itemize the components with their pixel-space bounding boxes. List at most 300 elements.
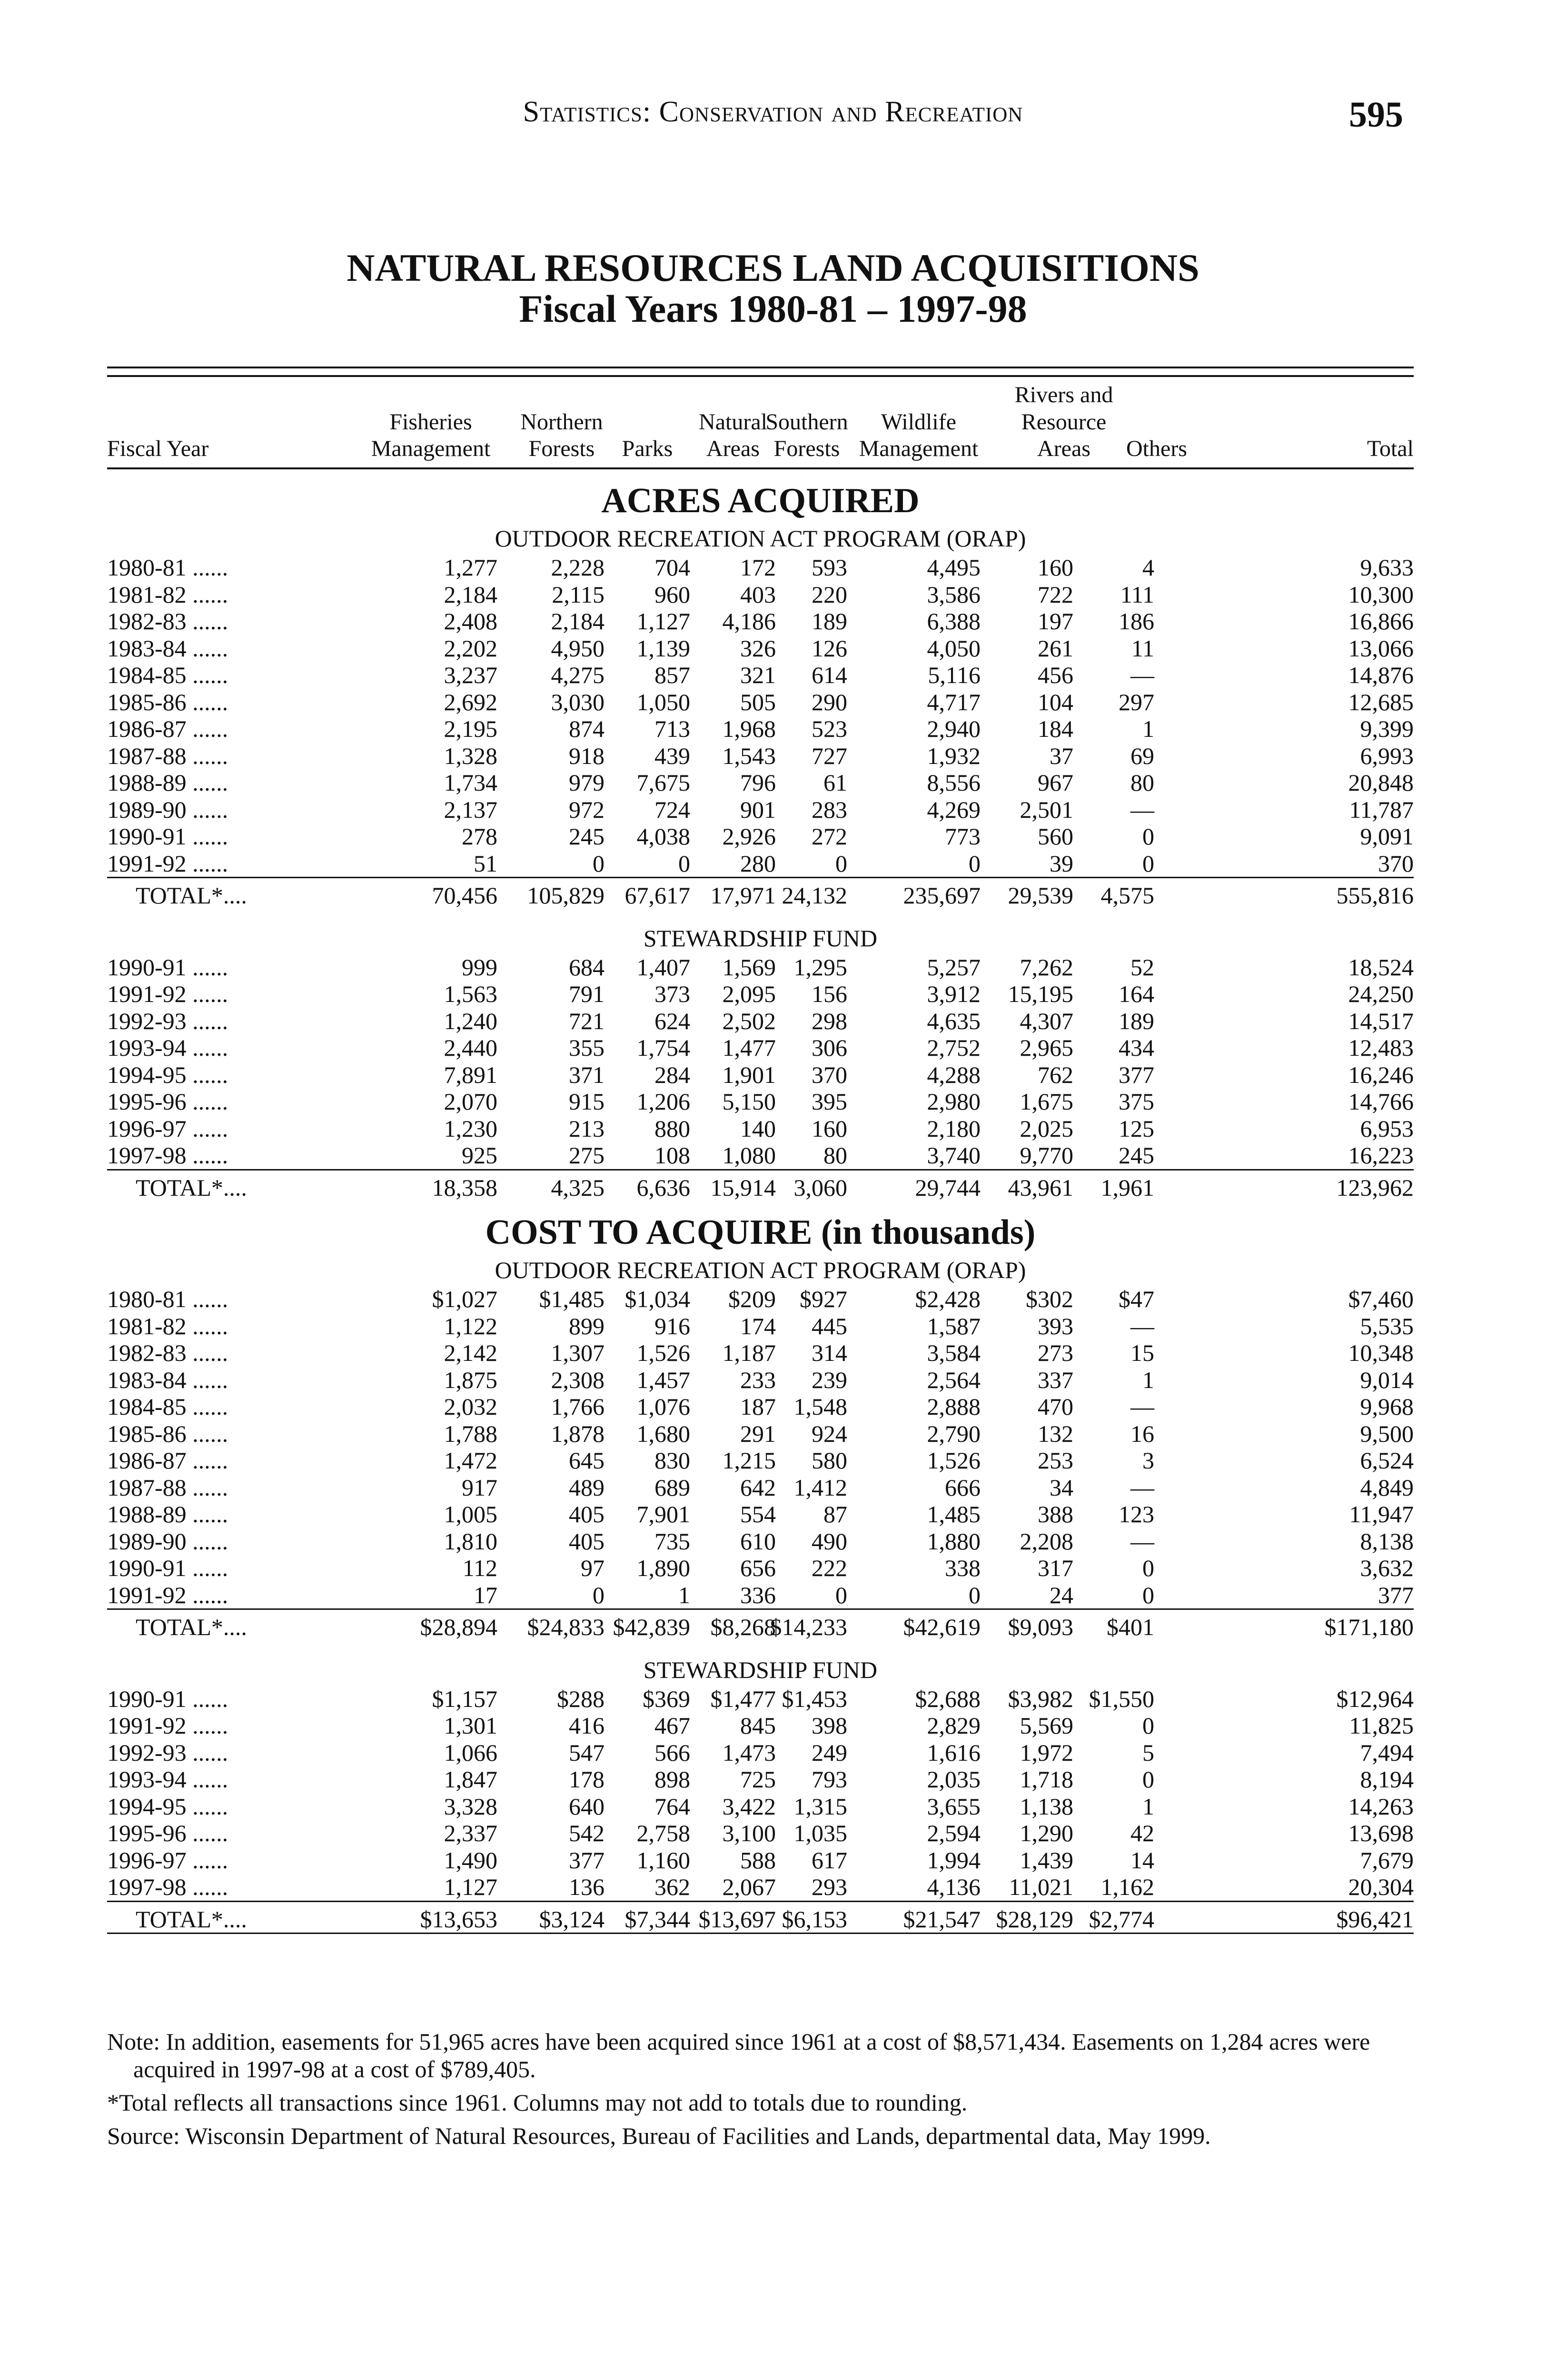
value-cell: 239 xyxy=(812,1366,847,1393)
value-cell: 405 xyxy=(569,1527,605,1555)
value-cell: 51 xyxy=(474,850,497,877)
value-cell: 439 xyxy=(654,742,690,769)
value-cell: 7,262 xyxy=(1020,953,1073,981)
table-row xyxy=(107,1582,1414,1610)
page-number: 595 xyxy=(1349,95,1403,135)
fiscal-year-cell: 1990-91 ...... xyxy=(107,1685,228,1712)
value-cell: 0 xyxy=(835,1581,847,1608)
value-cell: 29,744 xyxy=(915,1174,981,1201)
value-cell: 1,485 xyxy=(927,1501,981,1527)
value-cell: 80 xyxy=(823,1142,847,1169)
value-cell: 336 xyxy=(740,1581,776,1608)
value-cell: 321 xyxy=(740,662,776,688)
value-cell: 2,067 xyxy=(722,1874,776,1900)
value-cell: 899 xyxy=(569,1312,605,1339)
value-cell: 189 xyxy=(1119,1007,1154,1034)
value-cell: $1,027 xyxy=(432,1286,497,1312)
value-cell: 1,315 xyxy=(793,1793,847,1820)
value-cell: 845 xyxy=(740,1712,776,1739)
column-header-9-line1 xyxy=(1214,382,1414,409)
column-header-4-line3: Areas xyxy=(706,436,760,462)
value-cell: $369 xyxy=(643,1685,690,1712)
value-cell: 235,697 xyxy=(903,882,981,909)
value-cell: 253 xyxy=(1038,1447,1073,1474)
value-cell: 4,325 xyxy=(551,1174,605,1201)
fiscal-year-cell: 1991-92 ...... xyxy=(107,981,228,1007)
total-row xyxy=(107,1614,1414,1641)
column-header-row xyxy=(107,377,1414,467)
value-cell: $8,268 xyxy=(710,1614,776,1640)
value-cell: 2,502 xyxy=(722,1007,776,1034)
table-row xyxy=(107,1528,1414,1555)
value-cell: $1,453 xyxy=(782,1685,847,1712)
table-row xyxy=(107,608,1414,635)
value-cell: 1,295 xyxy=(793,953,847,981)
value-cell: 580 xyxy=(812,1447,847,1474)
value-cell: 2,408 xyxy=(444,608,497,635)
value-cell: 6,388 xyxy=(927,608,981,635)
value-cell: 1,880 xyxy=(927,1527,981,1555)
value-cell: 16,223 xyxy=(1348,1142,1414,1169)
value-cell: $302 xyxy=(1026,1286,1073,1312)
table-row xyxy=(107,1820,1414,1847)
value-cell: 898 xyxy=(654,1766,690,1793)
total-label: TOTAL*.... xyxy=(136,1614,247,1640)
fiscal-year-cell: 1982-83 ...... xyxy=(107,608,228,635)
value-cell: 727 xyxy=(812,742,847,769)
value-cell: 445 xyxy=(812,1312,847,1339)
value-cell: 791 xyxy=(569,981,605,1007)
value-cell: 610 xyxy=(740,1527,776,1555)
value-cell: 656 xyxy=(740,1555,776,1581)
running-head: Statistics: Conservation and Recreation xyxy=(523,96,1023,128)
value-cell: 1,230 xyxy=(444,1115,497,1142)
value-cell: 2,790 xyxy=(927,1420,981,1447)
value-cell: $2,774 xyxy=(1089,1905,1154,1933)
value-cell: 34 xyxy=(1050,1474,1073,1501)
table-row xyxy=(107,1142,1414,1170)
value-cell: 14,263 xyxy=(1348,1793,1414,1820)
value-cell: 2,440 xyxy=(444,1034,497,1061)
program-subtitle: OUTDOOR RECREATION ACT PROGRAM (ORAP) xyxy=(495,525,1026,552)
value-cell: 1,563 xyxy=(444,981,497,1007)
value-cell: 0 xyxy=(1142,1712,1154,1739)
table-row xyxy=(107,1847,1414,1874)
value-cell: 1,215 xyxy=(722,1447,776,1474)
value-cell: 735 xyxy=(654,1527,690,1555)
value-cell: 1,138 xyxy=(1020,1793,1073,1820)
fiscal-year-cell: 1986-87 ...... xyxy=(107,715,228,742)
value-cell: 917 xyxy=(462,1474,497,1501)
value-cell: 105,829 xyxy=(527,882,605,909)
value-cell: 2,308 xyxy=(551,1366,605,1393)
value-cell: $42,619 xyxy=(903,1614,981,1640)
value-cell: 1,477 xyxy=(722,1034,776,1061)
value-cell: 111 xyxy=(1120,581,1154,608)
value-cell: 112 xyxy=(462,1555,497,1581)
value-cell: 377 xyxy=(569,1846,605,1874)
value-cell: 17,971 xyxy=(710,882,776,909)
table-row xyxy=(107,1686,1414,1713)
fiscal-year-cell: 1983-84 ...... xyxy=(107,1366,228,1393)
value-cell: $171,180 xyxy=(1324,1614,1414,1640)
column-header-0-line3: Fiscal Year xyxy=(107,436,209,462)
value-cell: 405 xyxy=(569,1501,605,1527)
value-cell: 314 xyxy=(812,1339,847,1366)
value-cell: 4,717 xyxy=(927,688,981,715)
value-cell: 5,150 xyxy=(722,1088,776,1115)
value-cell: 1,680 xyxy=(636,1420,690,1447)
value-cell: 370 xyxy=(1378,850,1414,877)
value-cell: 290 xyxy=(812,688,847,715)
value-cell: 9,014 xyxy=(1360,1366,1414,1393)
value-cell: 4,186 xyxy=(722,608,776,635)
value-cell: 555,816 xyxy=(1336,882,1414,909)
fiscal-year-cell: 1995-96 ...... xyxy=(107,1088,228,1115)
value-cell: 3 xyxy=(1142,1447,1154,1474)
value-cell: 213 xyxy=(569,1115,605,1142)
column-header-3-line3: Parks xyxy=(622,436,673,462)
value-cell: $2,688 xyxy=(915,1685,981,1712)
value-cell: 960 xyxy=(654,581,690,608)
value-cell: 1,162 xyxy=(1100,1874,1154,1900)
value-cell: 20,304 xyxy=(1348,1874,1414,1900)
total-row xyxy=(107,1174,1414,1201)
value-cell: 15,195 xyxy=(1008,981,1073,1007)
value-cell: 1,277 xyxy=(444,554,497,581)
value-cell: 1,066 xyxy=(444,1739,497,1766)
value-cell: 967 xyxy=(1038,769,1073,796)
value-cell: 857 xyxy=(654,662,690,688)
value-cell: 1 xyxy=(1142,715,1154,742)
table-row xyxy=(107,1367,1414,1394)
value-cell: 123 xyxy=(1119,1501,1154,1527)
value-cell: 2,888 xyxy=(927,1393,981,1420)
value-cell: 645 xyxy=(569,1447,605,1474)
value-cell: 918 xyxy=(569,742,605,769)
program-subtitle: OUTDOOR RECREATION ACT PROGRAM (ORAP) xyxy=(495,1257,1026,1283)
value-cell: 1,526 xyxy=(927,1447,981,1474)
value-cell: 1,734 xyxy=(444,769,497,796)
value-cell: 1,847 xyxy=(444,1766,497,1793)
table-row xyxy=(107,1313,1414,1340)
table-row xyxy=(107,1061,1414,1089)
fiscal-year-cell: 1981-82 ...... xyxy=(107,581,228,608)
value-cell: 10,348 xyxy=(1348,1339,1414,1366)
value-cell: 547 xyxy=(569,1739,605,1766)
value-cell: 640 xyxy=(569,1793,605,1820)
value-cell: 174 xyxy=(740,1312,776,1339)
value-cell: 18,358 xyxy=(432,1174,497,1201)
value-cell: 3,655 xyxy=(927,1793,981,1820)
value-cell: 7,901 xyxy=(636,1501,690,1527)
value-cell: 9,633 xyxy=(1360,554,1414,581)
value-cell: 1,543 xyxy=(722,742,776,769)
value-cell: — xyxy=(1130,1474,1154,1501)
value-cell: $24,833 xyxy=(527,1614,605,1640)
fiscal-year-cell: 1992-93 ...... xyxy=(107,1007,228,1034)
value-cell: 8,556 xyxy=(927,769,981,796)
value-cell: 1,290 xyxy=(1020,1820,1073,1846)
value-cell: 160 xyxy=(812,1115,847,1142)
value-cell: 1,240 xyxy=(444,1007,497,1034)
value-cell: 1,050 xyxy=(636,688,690,715)
value-cell: 467 xyxy=(654,1712,690,1739)
value-cell: 377 xyxy=(1378,1581,1414,1608)
value-cell: 4,050 xyxy=(927,635,981,662)
header-rule xyxy=(107,467,1414,469)
value-cell: 186 xyxy=(1119,608,1154,635)
table-row xyxy=(107,1555,1414,1582)
value-cell: 764 xyxy=(654,1793,690,1820)
value-cell: 434 xyxy=(1119,1034,1154,1061)
value-cell: 7,675 xyxy=(636,769,690,796)
fiscal-year-cell: 1988-89 ...... xyxy=(107,1501,228,1527)
value-cell: 61 xyxy=(823,769,847,796)
title-line-1: NATURAL RESOURCES LAND ACQUISITIONS xyxy=(347,246,1199,289)
value-cell: 13,698 xyxy=(1348,1820,1414,1846)
section-title: ACRES ACQUIRED xyxy=(601,481,920,520)
value-cell: — xyxy=(1130,1393,1154,1420)
table-row xyxy=(107,743,1414,770)
value-cell: 261 xyxy=(1038,635,1073,662)
value-cell: — xyxy=(1130,1527,1154,1555)
table-row xyxy=(107,1793,1414,1820)
table-row xyxy=(107,1034,1414,1061)
value-cell: 2,180 xyxy=(927,1115,981,1142)
table-row xyxy=(107,1115,1414,1142)
value-cell: $288 xyxy=(557,1685,605,1712)
value-cell: 293 xyxy=(812,1874,847,1900)
value-cell: 283 xyxy=(812,796,847,823)
value-cell: 4,849 xyxy=(1360,1474,1414,1501)
value-cell: 796 xyxy=(740,769,776,796)
value-cell: 1,206 xyxy=(636,1088,690,1115)
value-cell: $3,124 xyxy=(539,1905,605,1933)
value-cell: 187 xyxy=(740,1393,776,1420)
value-cell: 1,457 xyxy=(636,1366,690,1393)
total-row xyxy=(107,882,1414,909)
value-cell: 5,569 xyxy=(1020,1712,1073,1739)
value-cell: 337 xyxy=(1038,1366,1073,1393)
table-row xyxy=(107,1420,1414,1448)
value-cell: 184 xyxy=(1038,715,1073,742)
value-cell: 3,632 xyxy=(1360,1555,1414,1581)
fiscal-year-cell: 1990-91 ...... xyxy=(107,823,228,850)
value-cell: 6,524 xyxy=(1360,1447,1414,1474)
value-cell: 108 xyxy=(654,1142,690,1169)
value-cell: 1 xyxy=(678,1581,690,1608)
value-cell: 4,288 xyxy=(927,1061,981,1088)
value-cell: 233 xyxy=(740,1366,776,1393)
value-cell: 523 xyxy=(812,715,847,742)
fiscal-year-cell: 1991-92 ...... xyxy=(107,1581,228,1608)
value-cell: 43,961 xyxy=(1008,1174,1073,1201)
value-cell: 2,184 xyxy=(444,581,497,608)
value-cell: 12,685 xyxy=(1348,688,1414,715)
fiscal-year-cell: 1980-81 ...... xyxy=(107,554,228,581)
value-cell: 306 xyxy=(812,1034,847,1061)
section-title: COST TO ACQUIRE (in thousands) xyxy=(485,1213,1036,1252)
value-cell: 8,194 xyxy=(1360,1766,1414,1793)
value-cell: 1,187 xyxy=(722,1339,776,1366)
value-cell: — xyxy=(1130,662,1154,688)
value-cell: 273 xyxy=(1038,1339,1073,1366)
value-cell: 14,517 xyxy=(1348,1007,1414,1034)
value-cell: 29,539 xyxy=(1008,882,1073,909)
value-cell: 3,586 xyxy=(927,581,981,608)
value-cell: 178 xyxy=(569,1766,605,1793)
value-cell: 11 xyxy=(1131,635,1154,662)
value-cell: 9,399 xyxy=(1360,715,1414,742)
fiscal-year-cell: 1996-97 ...... xyxy=(107,1115,228,1142)
value-cell: 1,766 xyxy=(551,1393,605,1420)
value-cell: 762 xyxy=(1038,1061,1073,1088)
value-cell: $209 xyxy=(728,1286,776,1312)
fiscal-year-cell: 1985-86 ...... xyxy=(107,688,228,715)
value-cell: 1,675 xyxy=(1020,1088,1073,1115)
value-cell: 1,473 xyxy=(722,1739,776,1766)
column-header-5-line3: Forests xyxy=(773,436,840,462)
value-cell: 13,066 xyxy=(1348,635,1414,662)
value-cell: 915 xyxy=(569,1088,605,1115)
value-cell: $96,421 xyxy=(1336,1905,1414,1933)
value-cell: $7,344 xyxy=(624,1905,690,1933)
value-cell: 725 xyxy=(740,1766,776,1793)
value-cell: 560 xyxy=(1038,823,1073,850)
value-cell: 104 xyxy=(1038,688,1073,715)
table-title xyxy=(0,248,1546,329)
value-cell: 924 xyxy=(812,1420,847,1447)
value-cell: 1,587 xyxy=(927,1312,981,1339)
fiscal-year-cell: 1981-82 ...... xyxy=(107,1312,228,1339)
value-cell: 1,407 xyxy=(636,953,690,981)
fiscal-year-cell: 1988-89 ...... xyxy=(107,769,228,796)
value-cell: 1,569 xyxy=(722,953,776,981)
value-cell: 0 xyxy=(1142,1555,1154,1581)
table-row xyxy=(107,769,1414,796)
table-row xyxy=(107,1874,1414,1902)
value-cell: — xyxy=(1130,796,1154,823)
value-cell: 10,300 xyxy=(1348,581,1414,608)
value-cell: 1,472 xyxy=(444,1447,497,1474)
value-cell: 542 xyxy=(569,1820,605,1846)
column-header-2-line2: Northern xyxy=(520,409,603,435)
value-cell: 275 xyxy=(569,1142,605,1169)
value-cell: $47 xyxy=(1119,1286,1154,1312)
table-row xyxy=(107,1474,1414,1501)
value-cell: 18,524 xyxy=(1348,953,1414,981)
value-cell: 222 xyxy=(812,1555,847,1581)
fiscal-year-cell: 1996-97 ...... xyxy=(107,1846,228,1874)
value-cell: 4 xyxy=(1142,554,1154,581)
column-header-1-line3: Management xyxy=(371,436,491,462)
fiscal-year-cell: 1985-86 ...... xyxy=(107,1420,228,1447)
title-line-2: Fiscal Years 1980-81 – 1997-98 xyxy=(519,287,1027,331)
value-cell: 125 xyxy=(1119,1115,1154,1142)
value-cell: 164 xyxy=(1119,981,1154,1007)
value-cell: — xyxy=(1130,1312,1154,1339)
value-cell: 1,810 xyxy=(444,1527,497,1555)
value-cell: 156 xyxy=(812,981,847,1007)
value-cell: 280 xyxy=(740,850,776,877)
table-row xyxy=(107,1339,1414,1367)
value-cell: 1,439 xyxy=(1020,1846,1073,1874)
value-cell: 614 xyxy=(812,662,847,688)
value-cell: 2,980 xyxy=(927,1088,981,1115)
value-cell: 5,535 xyxy=(1360,1312,1414,1339)
value-cell: 80 xyxy=(1130,769,1154,796)
value-cell: 0 xyxy=(969,850,981,877)
table-row xyxy=(107,689,1414,716)
value-cell: 880 xyxy=(654,1115,690,1142)
value-cell: 14,766 xyxy=(1348,1088,1414,1115)
value-cell: $1,477 xyxy=(710,1685,776,1712)
value-cell: 3,912 xyxy=(927,981,981,1007)
value-cell: 1,328 xyxy=(444,742,497,769)
value-cell: 14 xyxy=(1130,1846,1154,1874)
value-cell: 5,116 xyxy=(928,662,981,688)
value-cell: 1,412 xyxy=(793,1474,847,1501)
value-cell: 2,025 xyxy=(1020,1115,1073,1142)
value-cell: 4,635 xyxy=(927,1007,981,1034)
value-cell: 362 xyxy=(654,1874,690,1900)
value-cell: 713 xyxy=(654,715,690,742)
value-cell: 554 xyxy=(740,1501,776,1527)
value-cell: 1 xyxy=(1142,1793,1154,1820)
table-row xyxy=(107,850,1414,879)
value-cell: 1,754 xyxy=(636,1034,690,1061)
fiscal-year-cell: 1995-96 ...... xyxy=(107,1820,228,1846)
value-cell: 4,269 xyxy=(927,796,981,823)
value-cell: 20,848 xyxy=(1348,769,1414,796)
value-cell: 2,142 xyxy=(444,1339,497,1366)
value-cell: $1,034 xyxy=(624,1286,690,1312)
value-cell: 24,250 xyxy=(1348,981,1414,1007)
fiscal-year-cell: 1987-88 ...... xyxy=(107,1474,228,1501)
value-cell: 1,122 xyxy=(444,1312,497,1339)
value-cell: $3,982 xyxy=(1008,1685,1073,1712)
value-cell: 17 xyxy=(474,1581,497,1608)
value-cell: 123,962 xyxy=(1336,1174,1414,1201)
value-cell: 7,494 xyxy=(1360,1739,1414,1766)
value-cell: 1 xyxy=(1142,1366,1154,1393)
value-cell: 0 xyxy=(678,850,690,877)
fiscal-year-cell: 1993-94 ...... xyxy=(107,1034,228,1061)
value-cell: 0 xyxy=(593,1581,605,1608)
value-cell: $21,547 xyxy=(903,1905,981,1933)
fiscal-year-cell: 1986-87 ...... xyxy=(107,1447,228,1474)
note-1: *Total reflects all transactions since 1961. Columns may not add to totals due to rounding. xyxy=(107,2089,968,2116)
value-cell: $12,964 xyxy=(1336,1685,1414,1712)
fiscal-year-cell: 1989-90 ...... xyxy=(107,1527,228,1555)
column-header-9-line3: Total xyxy=(1367,436,1414,462)
fiscal-year-cell: 1997-98 ...... xyxy=(107,1142,228,1169)
table-row xyxy=(107,1286,1414,1313)
value-cell: 2,594 xyxy=(927,1820,981,1846)
value-cell: 1,127 xyxy=(636,608,690,635)
value-cell: 87 xyxy=(823,1501,847,1527)
table-row xyxy=(107,1393,1414,1420)
value-cell: 375 xyxy=(1119,1088,1154,1115)
value-cell: 298 xyxy=(812,1007,847,1034)
value-cell: 0 xyxy=(1142,1766,1154,1793)
value-cell: 979 xyxy=(569,769,605,796)
value-cell: 1,526 xyxy=(636,1339,690,1366)
value-cell: 326 xyxy=(740,635,776,662)
table-row xyxy=(107,796,1414,823)
column-header-5-line2: Southern xyxy=(765,409,848,435)
